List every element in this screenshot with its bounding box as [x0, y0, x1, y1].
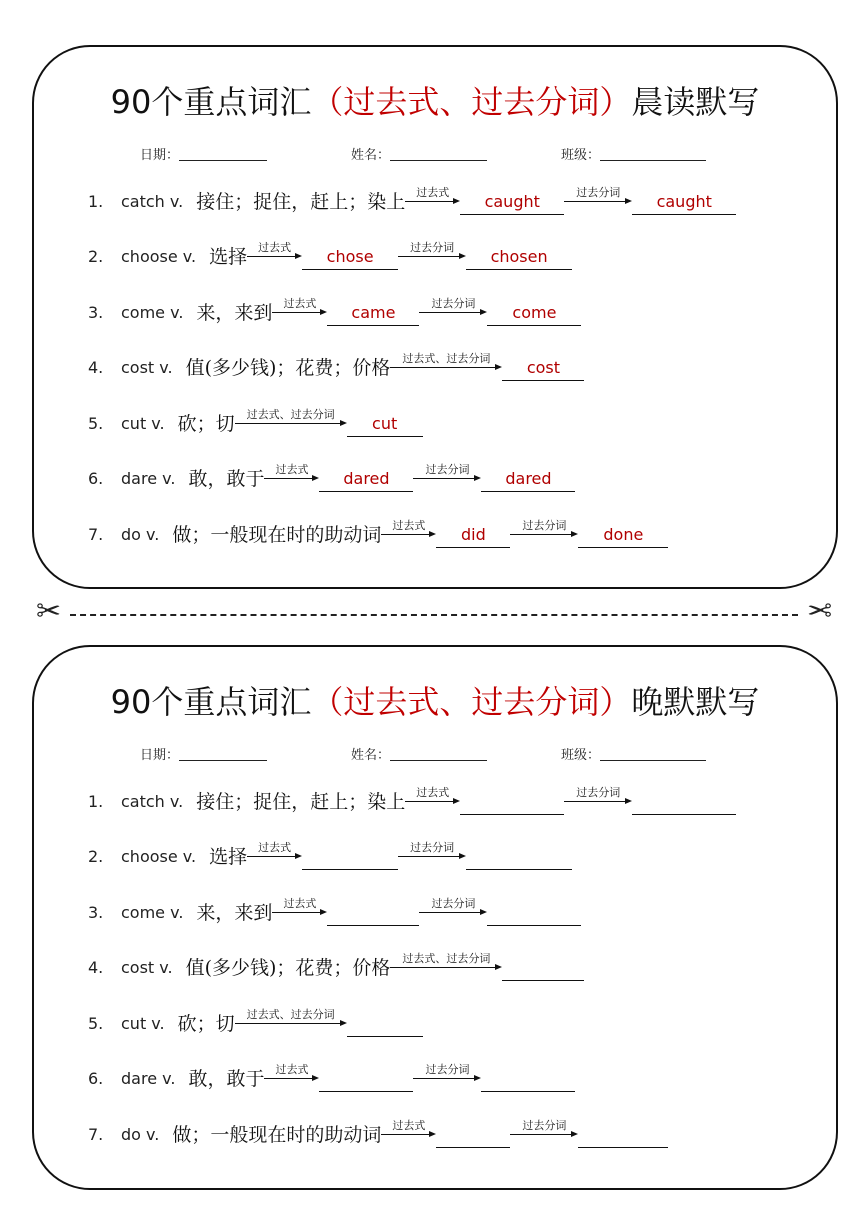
title-suffix: 晚默默写	[631, 683, 760, 721]
page-title	[34, 679, 836, 725]
arrow-head-icon	[480, 309, 487, 315]
arrow-past-tense	[272, 297, 327, 326]
class-field[interactable]	[561, 746, 706, 766]
arrow-past-tense	[272, 897, 327, 926]
arrow-past-tense	[405, 786, 460, 815]
answer-past-participle[interactable]: chosen	[466, 244, 572, 270]
arrow-label: 过去式	[275, 1063, 309, 1076]
row-number: 7.	[88, 1125, 104, 1144]
date-field[interactable]	[140, 746, 267, 766]
word-row-come	[88, 886, 581, 926]
answer-past-tense[interactable]: came	[327, 300, 419, 326]
arrow-head-icon	[625, 198, 632, 204]
word-row-dare	[88, 452, 575, 492]
info-row	[34, 746, 836, 766]
row-number: 1.	[88, 192, 104, 211]
answer-past-participle[interactable]	[466, 844, 572, 870]
row-number: 2.	[88, 847, 104, 866]
answer-past-participle[interactable]: come	[487, 300, 581, 326]
arrow-label: 过去分词	[431, 897, 476, 910]
row-chinese: 敢，敢于	[188, 1068, 265, 1090]
arrow-label: 过去分词	[522, 1119, 567, 1132]
arrow-head-icon	[312, 1075, 319, 1081]
title-main: 个重点词汇	[151, 83, 312, 121]
row-chinese: 来，来到	[196, 302, 273, 324]
arrow-head-icon	[474, 475, 481, 481]
row-number: 1.	[88, 792, 104, 811]
class-label: 班级：	[561, 748, 601, 763]
title-main: 个重点词汇	[151, 683, 312, 721]
info-row	[34, 146, 836, 166]
arrow-label: 过去式	[275, 463, 309, 476]
arrow-past-participle	[398, 841, 466, 870]
row-number: 4.	[88, 958, 104, 977]
row-number: 3.	[88, 303, 104, 322]
row-chinese: 砍；切	[177, 1013, 235, 1035]
answer-past-tense[interactable]: dared	[319, 466, 413, 492]
name-field[interactable]	[351, 746, 487, 766]
row-number: 2.	[88, 247, 104, 266]
word-row-catch	[88, 775, 736, 815]
arrow-label: 过去式	[392, 1119, 426, 1132]
word-row-do	[88, 508, 668, 548]
arrow-head-icon	[429, 1131, 436, 1137]
arrow-past-tense	[247, 841, 302, 870]
arrow-past-tense	[381, 1119, 436, 1148]
word-row-cost	[88, 341, 584, 381]
row-chinese: 值(多少钱)；花费；价格	[185, 357, 391, 379]
scissors-icon: ✂	[36, 594, 62, 629]
arrow-past-tense	[381, 519, 436, 548]
arrow-head-icon	[295, 253, 302, 259]
word-row-cost	[88, 941, 584, 981]
row-english: choose v.	[121, 247, 197, 266]
row-number: 5.	[88, 1014, 104, 1033]
row-english: cost v.	[121, 358, 173, 377]
name-line[interactable]	[390, 147, 487, 161]
answer-past-tense[interactable]	[302, 844, 398, 870]
title-number: 90	[110, 83, 152, 121]
row-number: 5.	[88, 414, 104, 433]
arrow-label: 过去分词	[431, 297, 476, 310]
word-row-cut	[88, 397, 423, 437]
answer-past-participle[interactable]	[632, 789, 736, 815]
date-line[interactable]	[179, 147, 267, 161]
arrow-label: 过去分词	[410, 841, 455, 854]
arrow-label: 过去分词	[522, 519, 567, 532]
row-english: dare v.	[121, 469, 176, 488]
morning-dictation-card	[32, 45, 838, 589]
arrow-label: 过去式	[283, 297, 317, 310]
answer-past-participle[interactable]: dared	[481, 466, 575, 492]
arrow-head-icon	[453, 198, 460, 204]
word-row-catch	[88, 175, 736, 215]
arrow-head-icon	[480, 909, 487, 915]
name-field[interactable]	[351, 146, 487, 166]
arrow-head-icon	[459, 853, 466, 859]
row-english: cost v.	[121, 958, 173, 977]
arrow-past-tense-and-participle	[390, 352, 502, 381]
arrow-past-participle	[564, 786, 632, 815]
arrow-past-participle	[413, 463, 481, 492]
arrow-past-tense-and-participle	[235, 1008, 347, 1037]
arrow-head-icon	[340, 420, 347, 426]
answer-past-tense[interactable]: chose	[302, 244, 398, 270]
arrow-label: 过去式	[258, 241, 292, 254]
row-english: catch v.	[121, 792, 184, 811]
arrow-label: 过去式	[258, 841, 292, 854]
arrow-past-tense-and-participle	[390, 952, 502, 981]
answer-past-participle[interactable]: done	[578, 522, 668, 548]
answer-past-participle[interactable]	[578, 1122, 668, 1148]
arrow-past-participle	[413, 1063, 481, 1092]
name-line[interactable]	[390, 747, 487, 761]
date-label: 日期：	[140, 748, 180, 763]
arrow-head-icon	[495, 964, 502, 970]
answer-past-tense[interactable]	[319, 1066, 413, 1092]
arrow-label: 过去式、过去分词	[246, 1008, 335, 1021]
answer-past-tense-and-participle[interactable]	[502, 955, 584, 981]
scissors-icon: ✂	[806, 594, 832, 629]
word-row-dare	[88, 1052, 575, 1092]
dashed-divider	[70, 614, 798, 616]
arrow-label: 过去式	[283, 897, 317, 910]
answer-past-tense[interactable]: caught	[460, 189, 564, 215]
date-label: 日期：	[140, 148, 180, 163]
answer-past-tense[interactable]: did	[436, 522, 510, 548]
arrow-past-participle	[510, 519, 578, 548]
arrow-head-icon	[312, 475, 319, 481]
arrow-past-tense	[405, 186, 460, 215]
arrow-past-tense	[264, 1063, 319, 1092]
arrow-head-icon	[474, 1075, 481, 1081]
row-english: choose v.	[121, 847, 197, 866]
arrow-head-icon	[320, 309, 327, 315]
row-english: cut v.	[121, 1014, 165, 1033]
answer-past-participle[interactable]	[481, 1066, 575, 1092]
row-chinese: 来，来到	[196, 902, 273, 924]
row-chinese: 选择	[209, 846, 248, 868]
arrow-label: 过去分词	[410, 241, 455, 254]
arrow-head-icon	[453, 798, 460, 804]
answer-past-participle[interactable]	[487, 900, 581, 926]
row-chinese: 做；一般现在时的助动词	[172, 1124, 382, 1146]
name-label: 姓名：	[351, 748, 391, 763]
row-chinese: 做；一般现在时的助动词	[172, 524, 382, 546]
arrow-past-participle	[398, 241, 466, 270]
arrow-label: 过去式、过去分词	[246, 408, 335, 421]
arrow-label: 过去分词	[425, 463, 470, 476]
arrow-head-icon	[571, 531, 578, 537]
arrow-past-tense-and-participle	[235, 408, 347, 437]
arrow-head-icon	[495, 364, 502, 370]
title-number: 90	[110, 683, 152, 721]
row-chinese: 接住；捉住，赶上；染上	[196, 791, 406, 813]
row-number: 4.	[88, 358, 104, 377]
arrow-head-icon	[459, 253, 466, 259]
row-chinese: 敢，敢于	[188, 468, 265, 490]
class-line[interactable]	[600, 747, 706, 761]
arrow-head-icon	[320, 909, 327, 915]
arrow-past-participle	[419, 897, 487, 926]
arrow-past-participle	[419, 297, 487, 326]
class-line[interactable]	[600, 147, 706, 161]
row-chinese: 选择	[209, 246, 248, 268]
arrow-past-participle	[510, 1119, 578, 1148]
title-highlight: （过去式、过去分词）	[311, 683, 632, 721]
answer-past-tense-and-participle[interactable]: cut	[347, 411, 423, 437]
class-field[interactable]	[561, 146, 706, 166]
arrow-label: 过去式、过去分词	[402, 352, 491, 365]
arrow-label: 过去式	[416, 786, 450, 799]
row-english: catch v.	[121, 192, 184, 211]
row-chinese: 值(多少钱)；花费；价格	[185, 957, 391, 979]
row-english: come v.	[121, 903, 184, 922]
date-field[interactable]	[140, 146, 267, 166]
arrow-head-icon	[429, 531, 436, 537]
row-english: come v.	[121, 303, 184, 322]
arrow-head-icon	[625, 798, 632, 804]
arrow-past-participle	[564, 186, 632, 215]
row-chinese: 接住；捉住，赶上；染上	[196, 191, 406, 213]
arrow-label: 过去分词	[425, 1063, 470, 1076]
cut-line	[36, 594, 832, 629]
arrow-past-tense	[247, 241, 302, 270]
class-label: 班级：	[561, 148, 601, 163]
row-chinese: 砍；切	[177, 413, 235, 435]
title-highlight: （过去式、过去分词）	[311, 83, 632, 121]
name-label: 姓名：	[351, 148, 391, 163]
arrow-label: 过去式	[416, 186, 450, 199]
answer-past-tense-and-participle[interactable]: cost	[502, 355, 584, 381]
word-row-choose	[88, 830, 572, 870]
arrow-label: 过去分词	[576, 186, 621, 199]
date-line[interactable]	[179, 747, 267, 761]
word-row-choose	[88, 230, 572, 270]
row-number: 6.	[88, 469, 104, 488]
arrow-head-icon	[295, 853, 302, 859]
answer-past-tense-and-participle[interactable]	[347, 1011, 423, 1037]
row-number: 6.	[88, 1069, 104, 1088]
row-number: 7.	[88, 525, 104, 544]
answer-past-tense[interactable]	[436, 1122, 510, 1148]
page-title	[34, 79, 836, 125]
answer-past-participle[interactable]: caught	[632, 189, 736, 215]
arrow-label: 过去分词	[576, 786, 621, 799]
arrow-past-tense	[264, 463, 319, 492]
row-english: do v.	[121, 1125, 160, 1144]
arrow-head-icon	[340, 1020, 347, 1026]
arrow-label: 过去式	[392, 519, 426, 532]
row-english: do v.	[121, 525, 160, 544]
answer-past-tense[interactable]	[327, 900, 419, 926]
word-row-cut	[88, 997, 423, 1037]
row-number: 3.	[88, 903, 104, 922]
arrow-head-icon	[571, 1131, 578, 1137]
word-row-come	[88, 286, 581, 326]
word-row-do	[88, 1108, 668, 1148]
arrow-label: 过去式、过去分词	[402, 952, 491, 965]
row-english: cut v.	[121, 414, 165, 433]
title-suffix: 晨读默写	[631, 83, 760, 121]
answer-past-tense[interactable]	[460, 789, 564, 815]
evening-dictation-card	[32, 645, 838, 1190]
row-english: dare v.	[121, 1069, 176, 1088]
